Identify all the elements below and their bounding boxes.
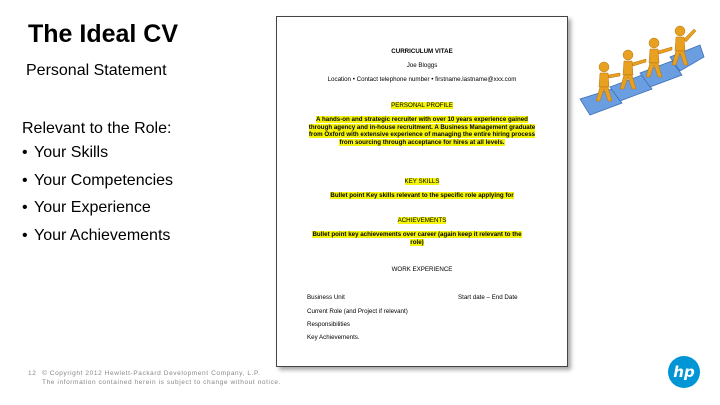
slide-title: The Ideal CV <box>28 20 179 48</box>
work-business-unit: Business Unit <box>307 294 345 301</box>
bullet-item: • Your Achievements <box>22 226 171 244</box>
work-heading: WORK EXPERIENCE <box>391 266 453 273</box>
bullet-item: • Your Competencies <box>22 171 174 189</box>
role-heading: Relevant to the Role: <box>22 120 172 137</box>
notice-text: The information contained herein is subject to change without notice. <box>42 379 282 386</box>
work-current-role: Current Role (and Project if relevant) <box>307 308 408 315</box>
work-dates: Start date – End Date <box>458 294 518 301</box>
cv-header: CURRICULUM VITAE <box>391 48 453 55</box>
copyright-text: © Copyright 2012 Hewlett-Packard Development Company, L.P. <box>42 370 261 377</box>
bullet-item: • Your Experience <box>22 199 151 216</box>
skills-heading: KEY SKILLS <box>404 178 440 185</box>
bullet-item: • Your Skills <box>22 144 109 161</box>
cv-name: Joe Bloggs <box>406 62 438 69</box>
profile-text: A hands-on and strategic recruiter with over 10 years experience gained through agency and in-house recruitment. A Business Management graduate from Oxford with extensive experience of managing the entire hiring process from sourcing through acceptance for hires at all levels. <box>308 116 536 146</box>
achievements-text: Bullet point key achievements over career (again keep it relevant to the role) <box>312 231 522 246</box>
skills-text: Bullet point Key skills relevant to the specific role applying for <box>330 192 514 199</box>
profile-heading: PERSONAL PROFILE <box>391 102 453 109</box>
work-responsibilities: Responsibilities <box>307 321 350 328</box>
work-achievements: Key Achievements. <box>307 334 360 341</box>
people-on-puzzle-image <box>576 15 706 125</box>
slide-subtitle: Personal Statement <box>26 62 167 79</box>
hp-logo-icon: hp <box>668 356 700 388</box>
achievements-heading: ACHIEVEMENTS <box>397 217 447 224</box>
page-number: 12 <box>28 370 37 377</box>
bullet-list <box>22 144 173 254</box>
slide-footer <box>28 369 281 387</box>
cv-contact: Location • Contact telephone number • firstname.lastname@xxx.com <box>327 76 517 83</box>
cv-document <box>276 16 568 367</box>
